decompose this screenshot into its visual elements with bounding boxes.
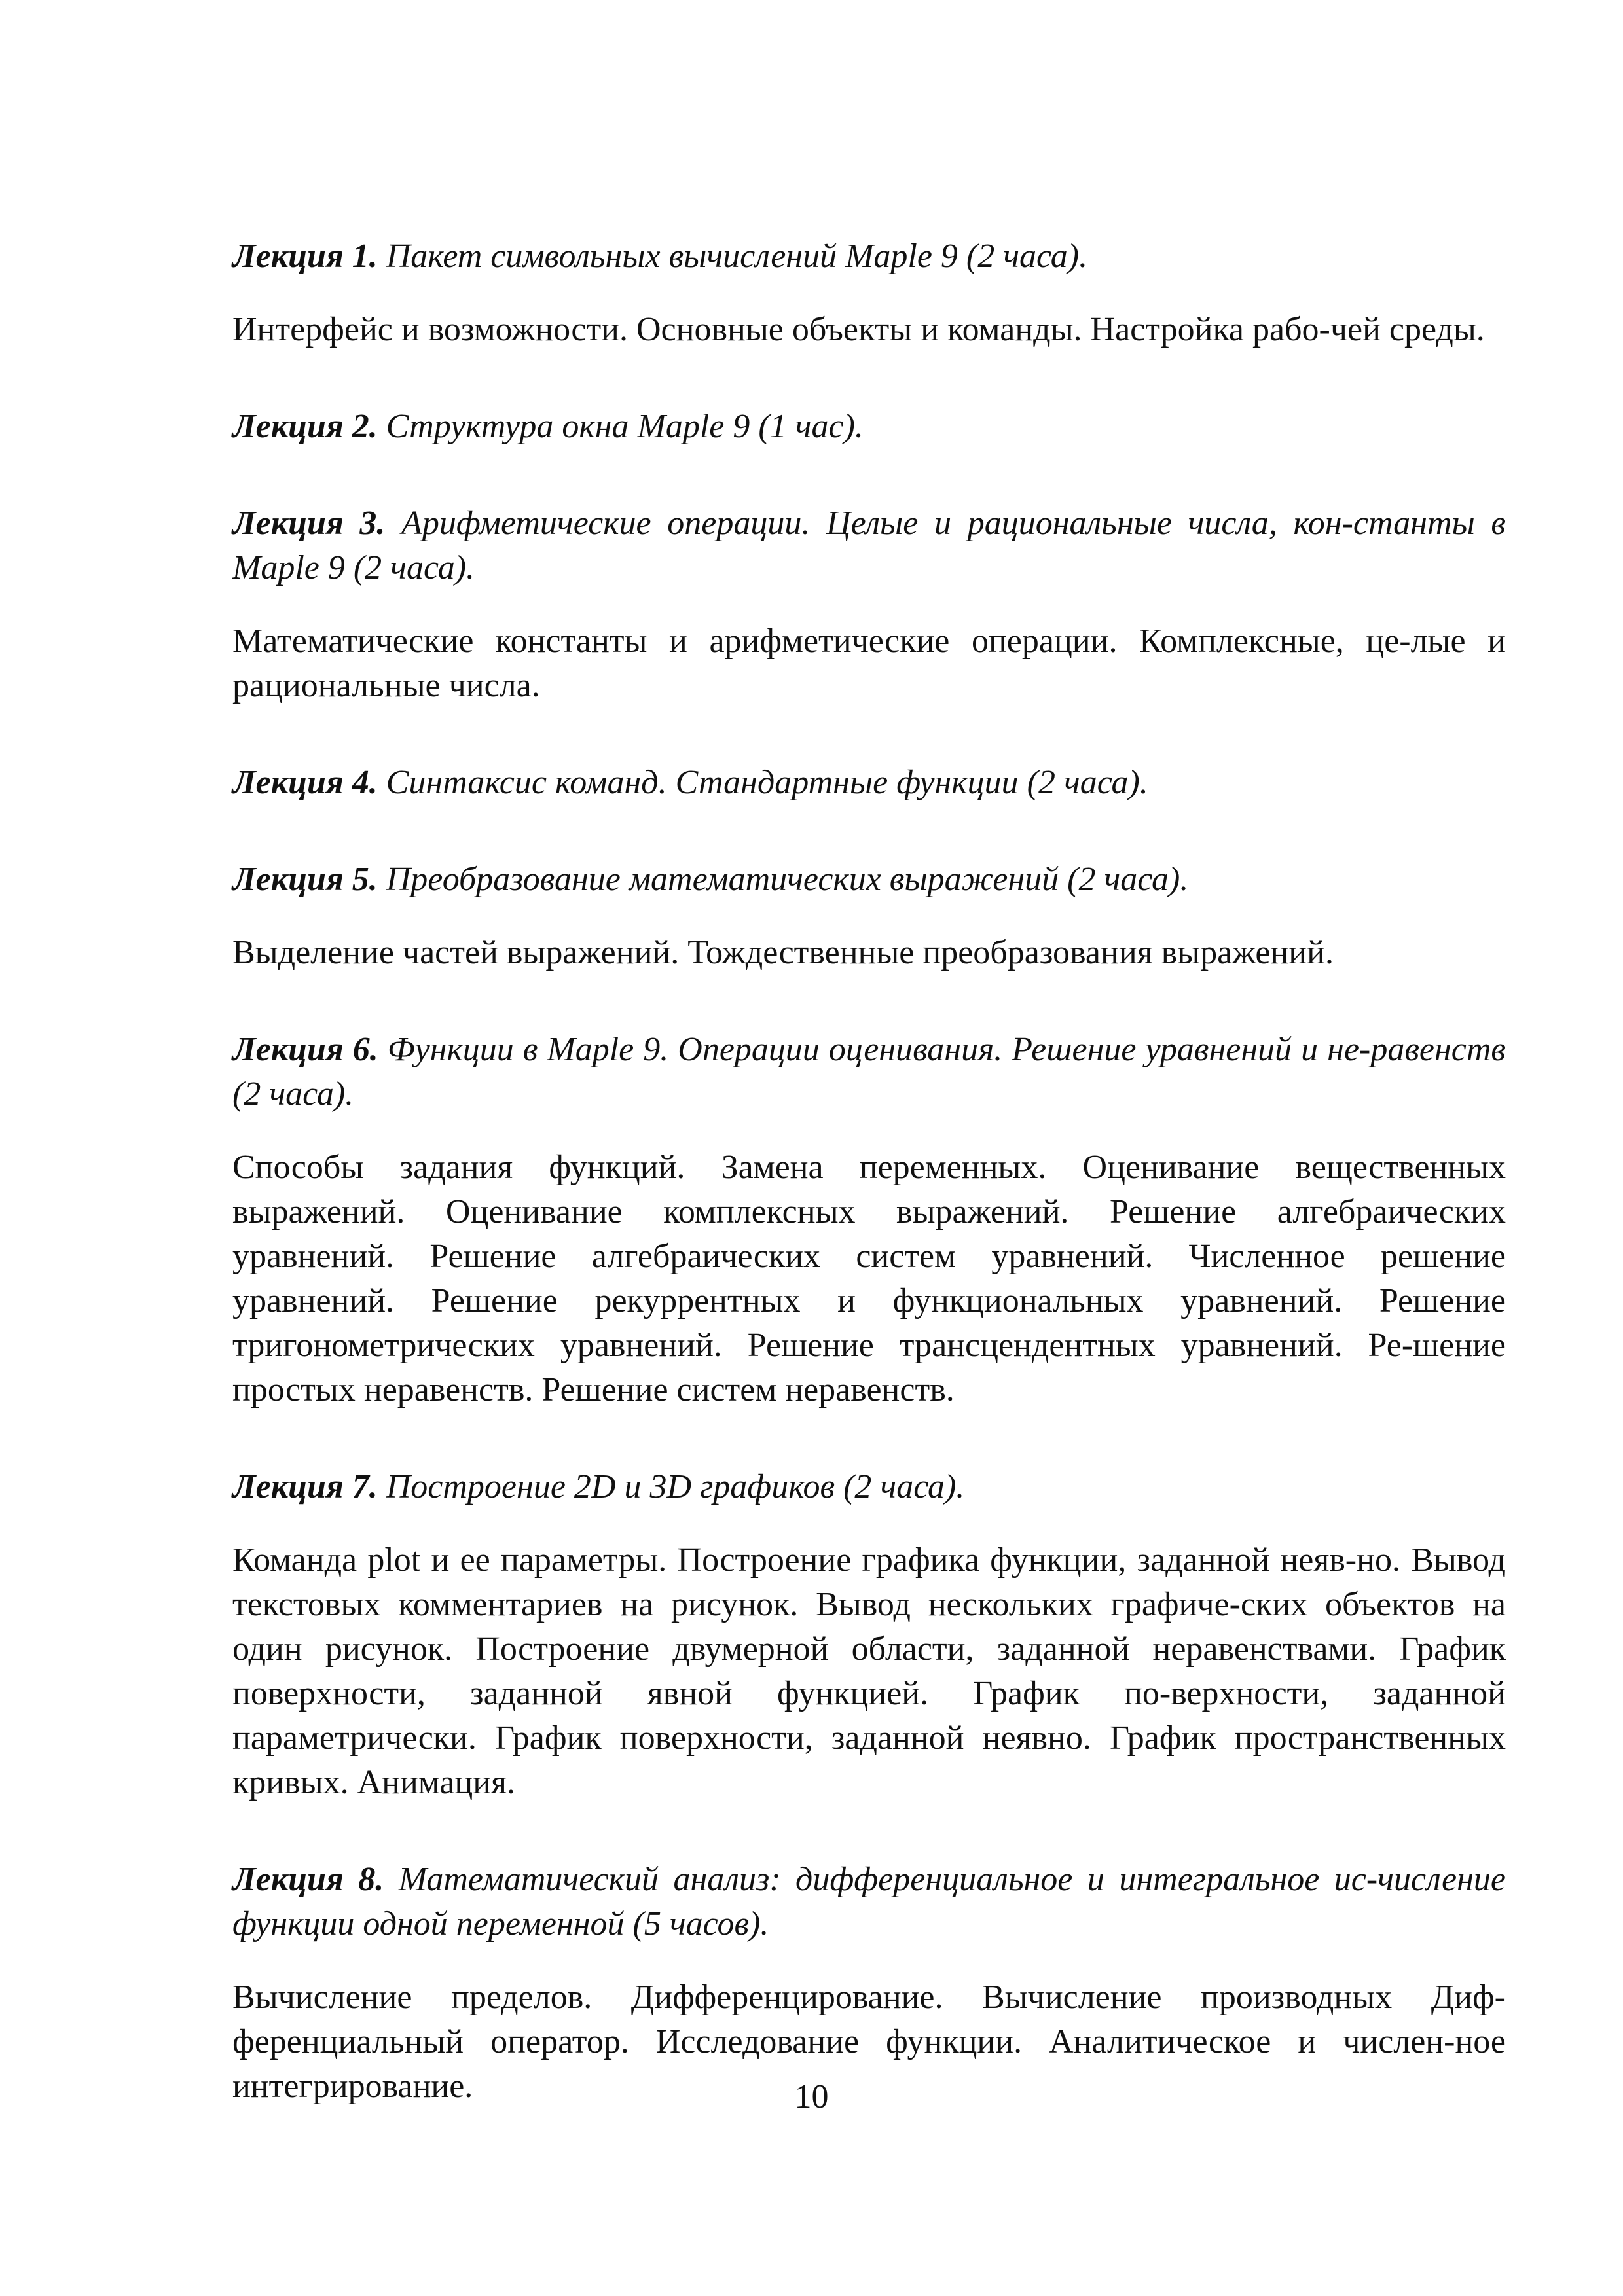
lecture-1-description: Интерфейс и возможности. Основные объекты и команды. Настройка рабо-чей среды. bbox=[232, 311, 1485, 348]
page-number: 10 bbox=[794, 2078, 829, 2115]
lecture-8 bbox=[232, 1857, 1506, 2109]
lecture-1 bbox=[232, 234, 1506, 352]
lecture-7-heading bbox=[232, 1465, 1506, 1509]
lecture-5-title: Преобразование математических выражений (2 часа). bbox=[386, 861, 1189, 898]
lecture-3-label: Лекция 3. bbox=[232, 505, 386, 542]
lecture-1-title: Пакет символьных вычислений Maple 9 (2 часа). bbox=[386, 238, 1088, 275]
lecture-4 bbox=[232, 761, 1506, 805]
lecture-1-heading bbox=[232, 234, 1506, 279]
lecture-2-label: Лекция 2. bbox=[232, 408, 378, 445]
lecture-7-description: Команда plot и ее параметры. Построение графика функции, заданной неяв-но. Вывод текстовых комментариев на рисунок. Вывод нескольких графиче-ских объектов на один рисунок. Построение двумерной области, заданной неравенствами. График поверхности, заданной явной функцией. График по-верхности, заданной параметрически. График поверхности, заданной неявно. График пространственных кривых. Анимация. bbox=[232, 1541, 1506, 1801]
lecture-5 bbox=[232, 857, 1506, 975]
lecture-8-heading bbox=[232, 1857, 1506, 1946]
lecture-3-heading bbox=[232, 501, 1506, 590]
lecture-5-description: Выделение частей выражений. Тождественные преобразования выражений. bbox=[232, 934, 1334, 971]
lecture-3-description: Математические константы и арифметические операции. Комплексные, це-лые и рациональные числа. bbox=[232, 622, 1506, 704]
lecture-4-heading bbox=[232, 761, 1506, 805]
lecture-2-heading bbox=[232, 404, 1506, 449]
page-content bbox=[232, 234, 1506, 2109]
lecture-1-label: Лекция 1. bbox=[232, 238, 378, 275]
lecture-6-heading bbox=[232, 1028, 1506, 1117]
lecture-6-label: Лекция 6. bbox=[232, 1031, 378, 1068]
lecture-8-title: Математический анализ: дифференциальное и интегральное ис-числение функции одной переменной (5 часов). bbox=[232, 1861, 1506, 1943]
lecture-6 bbox=[232, 1028, 1506, 1412]
lecture-6-title: Функции в Maple 9. Операции оценивания. Решение уравнений и не-равенств (2 часа). bbox=[232, 1031, 1506, 1113]
lecture-8-description: Вычисление пределов. Дифференцирование. Вычисление производных Диф-ференциальный оператор. Исследование функции. Аналитическое и числен-ное интегрирование. bbox=[232, 1979, 1506, 2105]
lecture-3-title: Арифметические операции. Целые и рациональные числа, кон-станты в Maple 9 (2 часа). bbox=[232, 505, 1506, 586]
lecture-2-title: Структура окна Maple 9 (1 час). bbox=[386, 408, 864, 445]
lecture-3 bbox=[232, 501, 1506, 708]
lecture-6-description: Способы задания функций. Замена переменных. Оценивание вещественных выражений. Оценивание комплексных выражений. Решение алгебраических уравнений. Решение алгебраических систем уравнений. Численное решение уравнений. Решение рекуррентных и функциональных уравнений. Решение тригонометрических уравнений. Решение трансцендентных уравнений. Ре-шение простых неравенств. Решение систем неравенств. bbox=[232, 1149, 1506, 1408]
lecture-4-label: Лекция 4. bbox=[232, 764, 378, 801]
lecture-8-label: Лекция 8. bbox=[232, 1861, 384, 1898]
lecture-2 bbox=[232, 404, 1506, 449]
lecture-7 bbox=[232, 1465, 1506, 1805]
lecture-5-heading bbox=[232, 857, 1506, 902]
lecture-7-label: Лекция 7. bbox=[232, 1468, 378, 1505]
lecture-5-label: Лекция 5. bbox=[232, 861, 378, 898]
lecture-7-title: Построение 2D и 3D графиков (2 часа). bbox=[386, 1468, 965, 1505]
lecture-4-title: Синтаксис команд. Стандартные функции (2 часа). bbox=[386, 764, 1148, 801]
